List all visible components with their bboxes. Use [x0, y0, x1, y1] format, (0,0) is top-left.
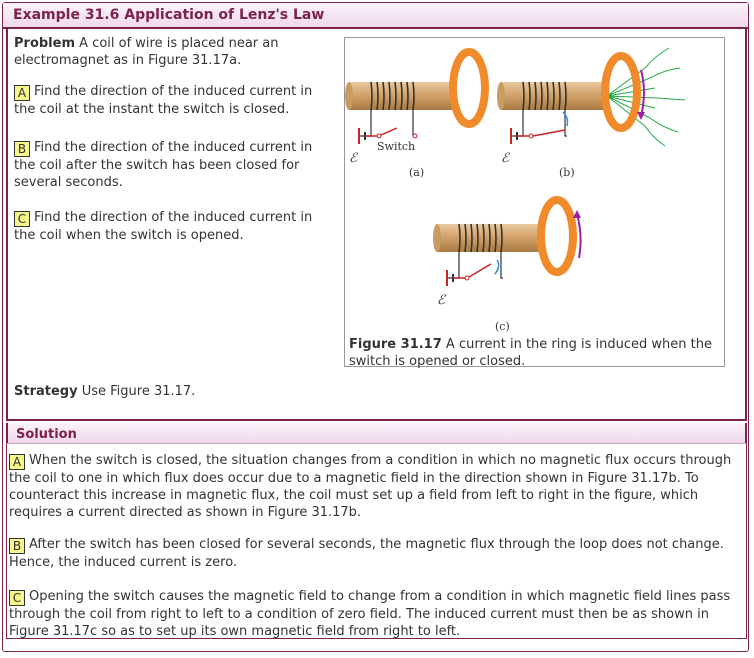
panel-a: [345, 52, 485, 179]
strategy-label: Strategy: [14, 384, 78, 399]
panel-a-label: (a): [409, 166, 425, 179]
problem-text: A coil of wire is placed near an electromagnet as in Figure 31.17a.: [14, 36, 279, 68]
caption-text: A current in the ring is induced when the switch is opened or closed.: [349, 337, 712, 369]
title-bar: [3, 3, 748, 29]
part-letter-c[interactable]: C: [14, 211, 30, 227]
part-text-b: Find the direction of the induced current in the coil after the switch has been closed for several seconds.: [14, 140, 313, 190]
problem-statement: [14, 35, 334, 69]
emf-label-b: ℰ: [501, 151, 509, 166]
solution-header: [6, 423, 747, 443]
part-letter-b[interactable]: B: [14, 141, 30, 157]
induced-current-arrow-c: [577, 214, 581, 258]
solution-part-a: [9, 452, 744, 521]
strategy: [14, 383, 334, 400]
figure-31-17: [344, 37, 725, 367]
emf-label-c: ℰ: [437, 293, 445, 308]
caption-label: Figure 31.17: [349, 337, 442, 352]
solution-body: [6, 443, 747, 639]
solution-part-c: [9, 588, 744, 640]
panel-b: [497, 48, 685, 179]
part-text-a: Find the direction of the induced current in the coil at the instant the switch is closed.: [14, 84, 313, 117]
solution-panel: [6, 423, 747, 653]
problem-part-a: [14, 83, 334, 118]
example-frame: [2, 2, 749, 652]
problem-label: Problem: [14, 36, 75, 51]
figure-caption: [349, 336, 719, 370]
rod-end: [433, 224, 441, 252]
solution-heading: Solution: [16, 427, 77, 442]
emf-label-a: ℰ: [349, 151, 357, 166]
problem-part-b: [14, 139, 334, 191]
switch-label: Switch: [377, 140, 416, 153]
induced-current-arrow-b: [641, 70, 644, 116]
example-title: Example 31.6 Application of Lenz's Law: [13, 7, 325, 23]
ring-c: [541, 200, 573, 272]
rod-end: [497, 82, 505, 110]
solution-letter-c[interactable]: C: [9, 590, 25, 606]
problem-part-c: [14, 209, 334, 244]
solution-text-b: After the switch has been closed for several seconds, the magnetic flux through the loop does not change. Hence, the induced current is zero.: [9, 537, 724, 570]
panel-c-label: (c): [495, 320, 510, 333]
solution-text-a: When the switch is closed, the situation changes from a condition in which no magnetic flux occurs through the coil to one in which flux does occur due to a magnetic field in the direction shown in Figure 31.17b. To counteract this increase in magnetic flux, the coil must set up a field from left to right in the figure, which requires a current directed as shown in Figure 31.17b.: [9, 453, 732, 520]
solution-letter-a[interactable]: A: [9, 454, 25, 470]
part-text-c: Find the direction of the induced current in the coil when the switch is opened.: [14, 210, 313, 243]
solution-text-c: Opening the switch causes the magnetic field to change from a condition in which magnetic field lines pass through the coil from right to left to a condition of zero field. The induced current must then be as shown in Figure 31.17c so as to set up its own magnetic field from right to left.: [9, 589, 731, 639]
solution-letter-b[interactable]: B: [9, 538, 25, 554]
part-letter-a[interactable]: A: [14, 85, 30, 101]
solution-part-b: [9, 536, 744, 571]
panel-b-label: (b): [559, 166, 575, 179]
figure-illustration: [345, 38, 725, 334]
strategy-text: Use Figure 31.17.: [81, 384, 196, 399]
rod-end: [345, 82, 353, 110]
switch-motion-arrow: [495, 260, 499, 274]
problem-panel: [6, 29, 747, 421]
panel-c: [433, 200, 581, 333]
ring-a: [453, 52, 485, 124]
